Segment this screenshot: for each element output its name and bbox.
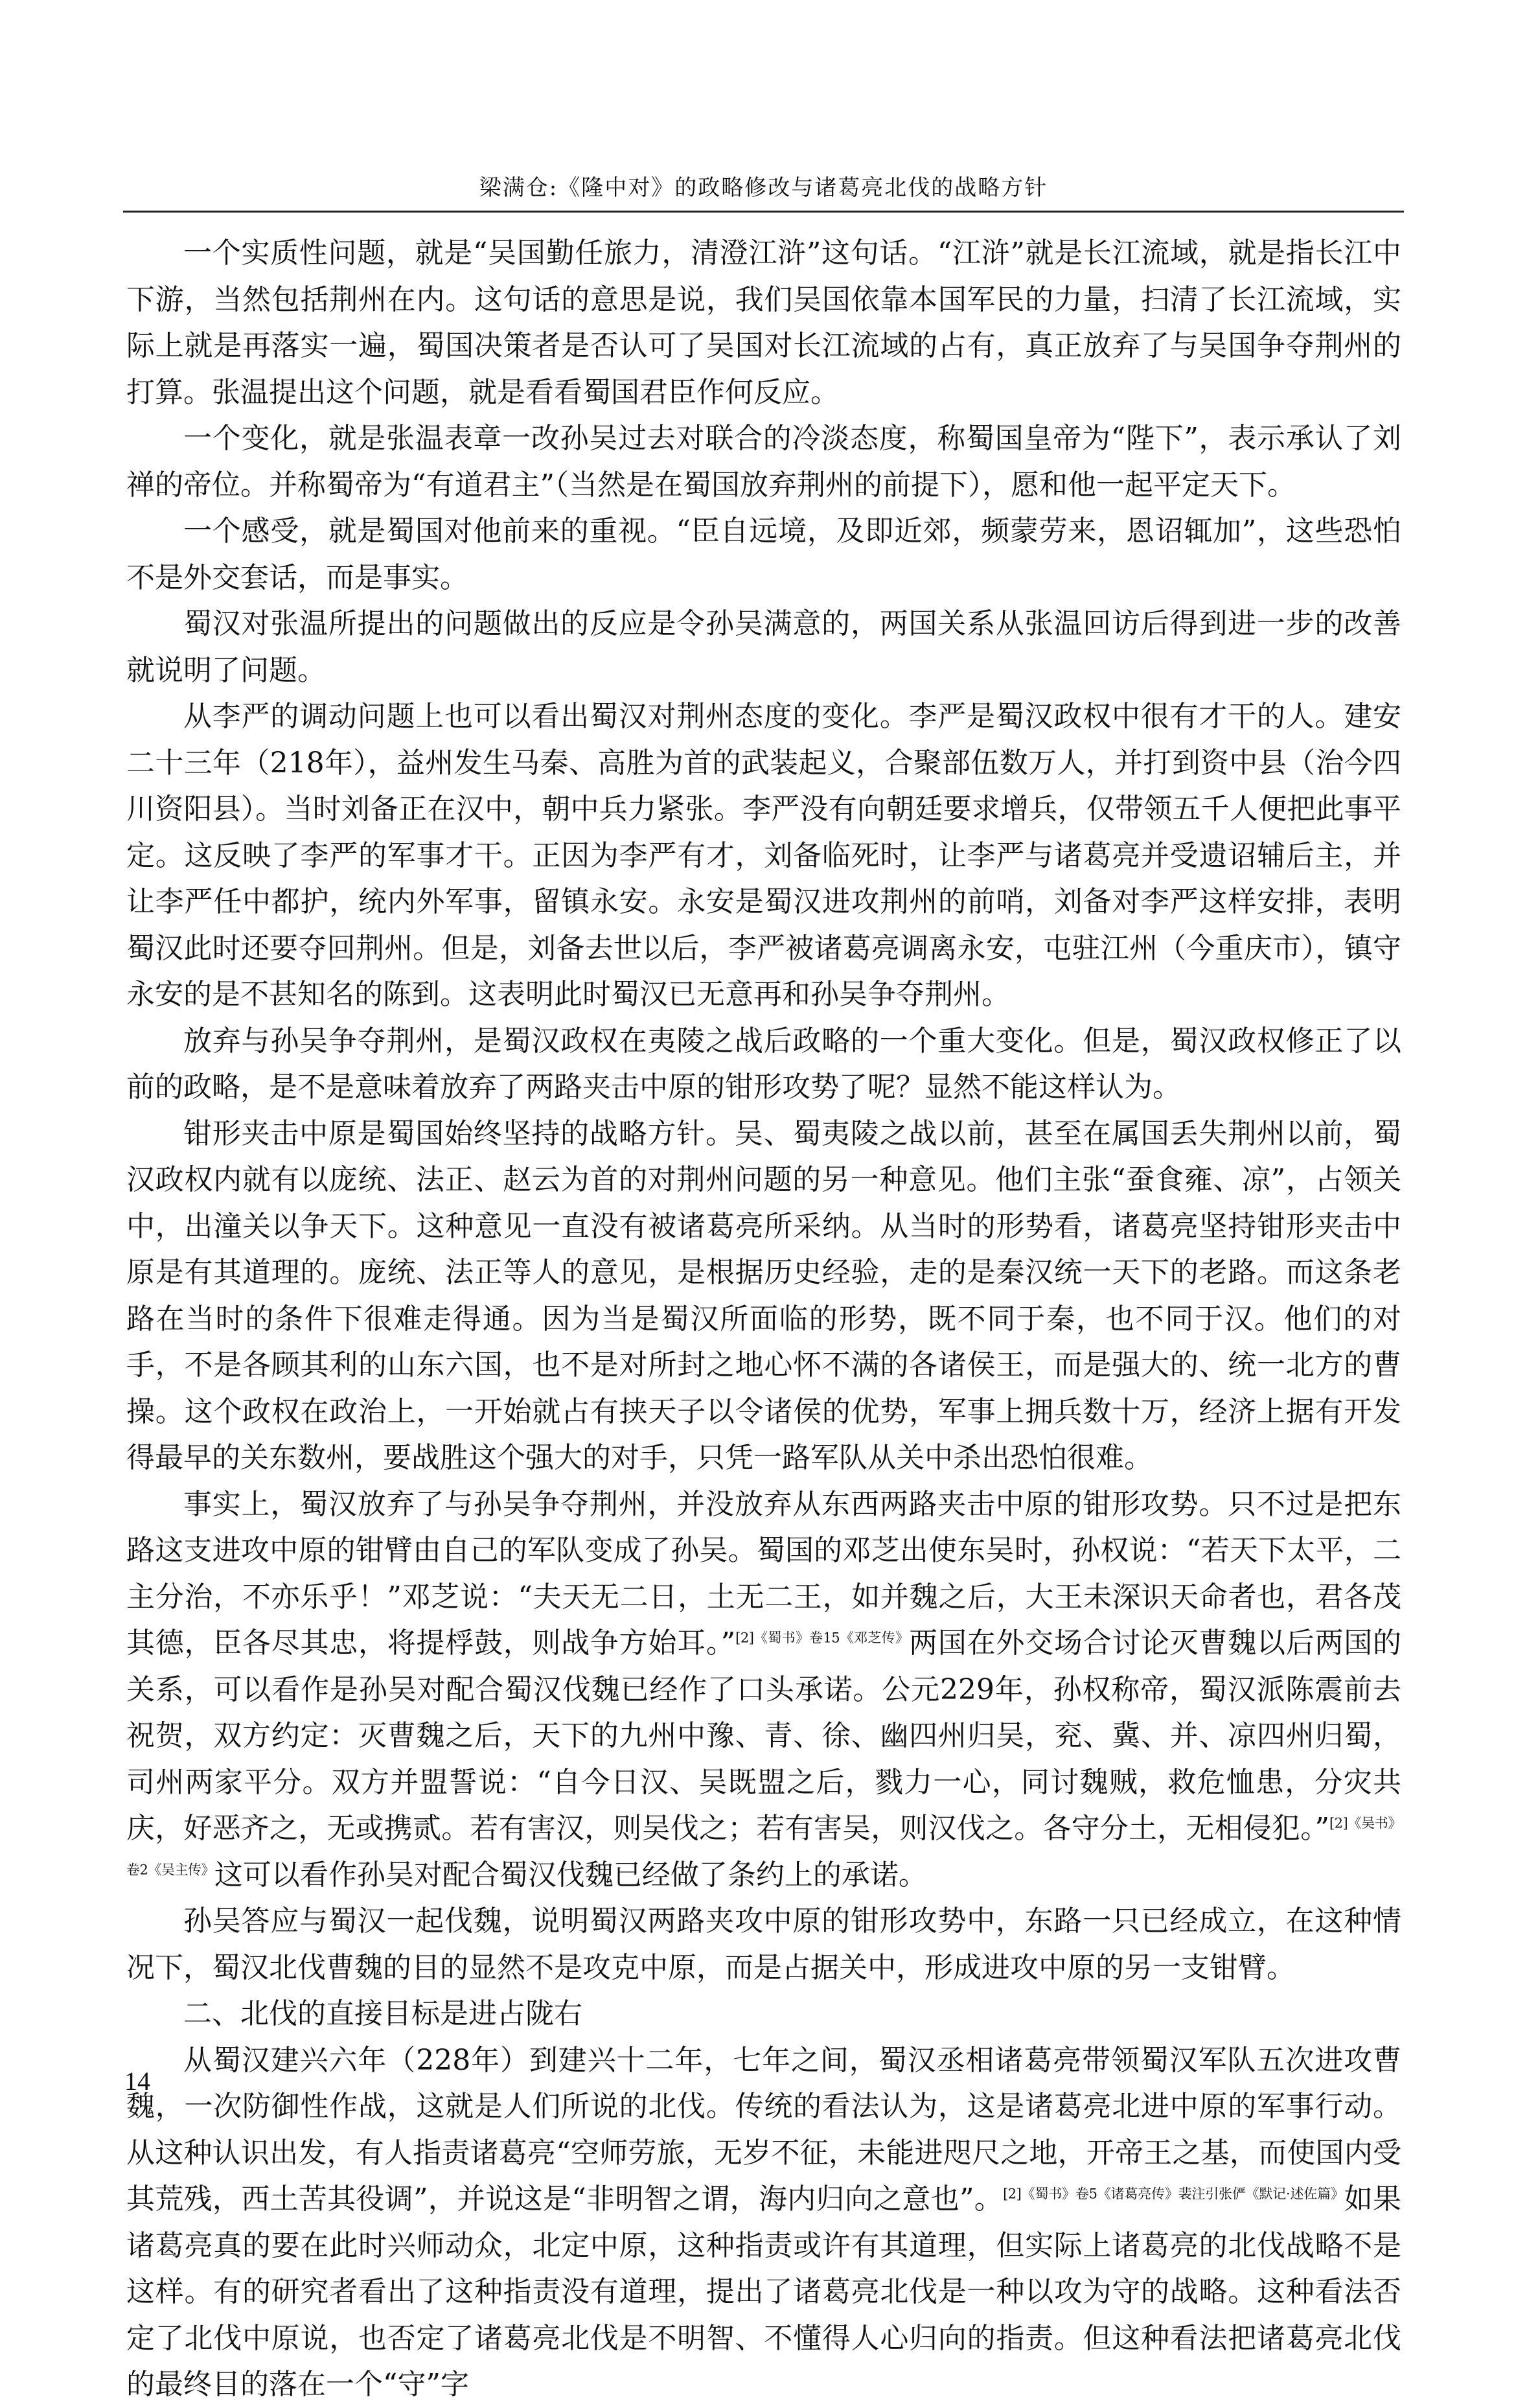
paragraph: 一个感受，就是蜀国对他前来的重视。“臣自远境，及即近郊，频蒙劳来，恩诏辄加”，这些恐怕不是外交套话，而是事实。: [126, 515, 1401, 594]
article-body: [126, 230, 1401, 2408]
paragraph: 放弃与孙吴争夺荆州，是蜀汉政权在夷陵之战后政略的一个重大变化。但是，蜀汉政权修正了以前的政略，是不是意味着放弃了两路夹击中原的钳形攻势了呢？显然不能这样认为。: [126, 1024, 1401, 1104]
paragraph: 孙吴答应与蜀汉一起伐魏，说明蜀汉两路夹攻中原的钳形攻势中，东路一只已经成立，在这种情况下，蜀汉北伐曹魏的目的显然不是攻克中原，而是占据关中，形成进攻中原的另一支钳臂。: [126, 1904, 1401, 1984]
paragraph-text: 这可以看作孙吴对配合蜀汉伐魏已经做了条约上的承诺。: [214, 1858, 927, 1892]
paragraph-text: 两国在外交场合讨论灭曹魏以后两国的关系，可以看作是孙吴对配合蜀汉伐魏已经作了口头承诺。公元229年，孙权称帝，蜀汉派陈震前去祝贺，双方约定：灭曹魏之后，天下的九州中豫、青、徐、幽四州归吴，兖、冀、并、凉四州归蜀，司州两家平分。双方并盟誓说：“自今日汉、吴既盟之后，戮力一心，同讨魏贼，救危恤患，分灾共庆，好恶齐之，无或携贰。若有害汉，则吴伐之；若有害吴，则汉伐之。各守分土，无相侵犯。”: [126, 1627, 1402, 1845]
page-number: 14: [124, 2066, 150, 2096]
citation-marker: [2]《蜀书》卷15《邓芝传》: [735, 1630, 910, 1646]
paragraph: 钳形夹击中原是蜀国始终坚持的战略方针。吴、蜀夷陵之战以前，甚至在属国丢失荆州以前，蜀汉政权内就有以庞统、法正、赵云为首的对荆州问题的另一种意见。他们主张“蚕食雍、凉”，占领关中，出潼关以争天下。这种意见一直没有被诸葛亮所采纳。从当时的形势看，诸葛亮坚持钳形夹击中原是有其道理的。庞统、法正等人的意见，是根据历史经验，走的是秦汉统一天下的老路。而这条老路在当时的条件下很难走得通。因为当是蜀汉所面临的形势，既不同于秦，也不同于汉。他们的对手，不是各顾其利的山东六国，也不是对所封之地心怀不满的各诸侯王，而是强大的、统一北方的曹操。这个政权在政治上，一开始就占有挟天子以令诸侯的优势，军事上拥兵数十万，经济上据有开发得最早的关东数州，要战胜这个强大的对手，只凭一路军队从关中杀出恐怕很难。: [126, 1117, 1401, 1474]
paragraph: 从李严的调动问题上也可以看出蜀汉对荆州态度的变化。李严是蜀汉政权中很有才干的人。建安二十三年（218年），益州发生马秦、高胜为首的武装起义，合聚部伍数万人，并打到资中县（治今四川资阳县）。当时刘备正在汉中，朝中兵力紧张。李严没有向朝廷要求增兵，仅带领五千人便把此事平定。这反映了李严的军事才干。正因为李严有才，刘备临死时，让李严与诸葛亮并受遗诏辅后主，并让李严任中都护，统内外军事，留镇永安。永安是蜀汉进攻荆州的前哨，刘备对李严这样安排，表明蜀汉此时还要夺回荆州。但是，刘备去世以后，李严被诸葛亮调离永安，屯驻江州（今重庆市），镇守永安的是不甚知名的陈到。这表明此时蜀汉已无意再和孙吴争夺荆州。: [126, 700, 1401, 1011]
paragraph-text: 如果诸葛亮真的要在此时兴师动众，北定中原，这种指责或许有其道理，但实际上诸葛亮的北伐战略不是这样。有的研究者看出了这种指责没有道理，提出了诸葛亮北伐是一种以攻为守的战略。这种看法否定了北伐中原说，也否定了诸葛亮北伐是不明智、不懂得人心归向的指责。但这种看法把诸葛亮北伐的最终目的落在一个“守”字: [126, 2182, 1402, 2401]
paragraph: 一个实质性问题，就是“吴国勤任旅力，清澄江浒”这句话。“江浒”就是长江流域，就是指长江中下游，当然包括荆州在内。这句话的意思是说，我们吴国依靠本国军民的力量，扫清了长江流域，实际上就是再落实一遍，蜀国决策者是否认可了吴国对长江流域的占有，真正放弃了与吴国争夺荆州的打算。张温提出这个问题，就是看看蜀国君臣作何反应。: [126, 237, 1401, 409]
paragraph: 蜀汉对张温所提出的问题做出的反应是令孙吴满意的，两国关系从张温回访后得到进一步的改善就说明了问题。: [126, 607, 1401, 687]
section-heading: 二、北伐的直接目标是进占陇右: [183, 1997, 582, 2030]
paragraph-northern-expedition: [126, 2037, 1401, 2408]
paragraph-text: 事实上，蜀汉放弃了与孙吴争夺荆州，并没放弃从东西两路夹击中原的钳形攻势。只不过是把东路这支进攻中原的钳臂由自己的军队变成了孙吴。蜀国的邓芝出使东吴时，孙权说：“若天下太平，二主分治，不亦乐乎！”邓芝说：“夫天无二日，土无二王，如并魏之后，大王未深识天命者也，君各茂其德，臣各尽其忠，将提桴鼓，则战争方始耳。”: [126, 1487, 1401, 1660]
paragraph-text: 从蜀汉建兴六年（228年）到建兴十二年，七年之间，蜀汉丞相诸葛亮带领蜀汉军队五次进攻曹魏，一次防御性作战，这就是人们所说的北伐。传统的看法认为，这是诸葛亮北进中原的军事行动。从这种认识出发，有人指责诸葛亮“空师劳旅，无岁不征，未能进咫尺之地，开帝王之基，而使国内受其荒残，西土苦其役调”，并说这是“非明智之谓，海内归向之意也”。: [126, 2043, 1401, 2216]
running-header: 梁满仓:《隆中对》的政略修改与诸葛亮北伐的战略方针: [479, 175, 1048, 201]
paragraph-deng-zhi: [126, 1481, 1401, 1899]
citation-marker: [2]《吴书》卷2《吴主传》: [126, 1815, 1401, 1877]
citation-marker: [2]《蜀书》卷5《诸葛亮传》裴注引张俨《默记·述佐篇》: [1003, 2186, 1344, 2202]
paragraph: 一个变化，就是张温表章一改孙吴过去对联合的冷淡态度，称蜀国皇帝为“陛下”，表示承认了刘禅的帝位。并称蜀帝为“有道君主”（当然是在蜀国放弃荆州的前提下），愿和他一起平定天下。: [126, 422, 1401, 502]
header-rule: [123, 211, 1404, 213]
